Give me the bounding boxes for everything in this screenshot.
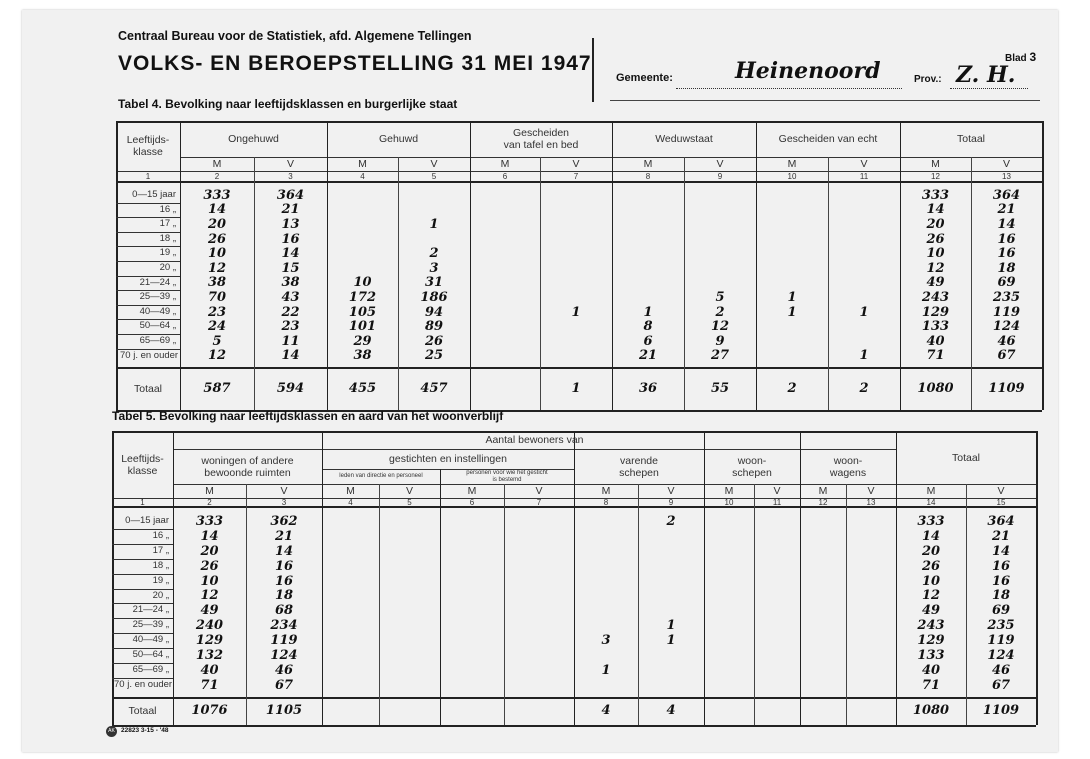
table5-mv-header: M (601, 485, 611, 497)
table5-subcol-line (754, 484, 755, 725)
table4-cell: 29 (353, 333, 372, 349)
table4-mv-header: M (931, 158, 940, 170)
table4-cell: 1 (787, 289, 797, 305)
table5-colnum: 7 (536, 497, 542, 507)
table5-cell: 18 (991, 588, 1011, 604)
table5-colnum: 2 (207, 497, 212, 507)
table4-cell: 40 (926, 333, 945, 349)
table5-cell: 46 (274, 662, 294, 678)
table5-cell: 10 (200, 573, 219, 589)
table4-age-label: 40—49 „ (139, 305, 176, 317)
table4-mv-header: M (500, 158, 510, 170)
table4-mv-header: M (787, 158, 797, 170)
table4-cell: 1 (429, 216, 439, 232)
table5-row-line (112, 633, 173, 634)
table5-cell: 133 (917, 648, 945, 664)
table4-age-label: 20 „ (159, 262, 176, 273)
table4-colnum: 11 (859, 171, 869, 181)
table4-cell: 38 (353, 348, 372, 364)
table4-cell: 38 (281, 275, 300, 291)
table4-cell: 16 (997, 246, 1016, 262)
table5-colnum: 11 (772, 497, 782, 507)
table4-colnum: 4 (360, 171, 365, 181)
table4-mv-header: M (643, 158, 653, 170)
table4-cell: 26 (424, 333, 444, 349)
table4-cell: 20 (926, 216, 945, 232)
table5-cell: 21 (274, 528, 294, 544)
table5-cell: 20 (921, 543, 941, 559)
table5-group-leden: leden van directie en personeel (339, 473, 423, 479)
table4-group-header: Gescheiden van tafel en bed (503, 127, 579, 151)
table4-mv-header: V (1002, 158, 1010, 170)
table4-cell: 38 (207, 275, 227, 291)
table5-total-cell: 4 (601, 703, 611, 719)
table5-age-label: 40—49 „ (132, 634, 169, 646)
prov-value: Z. H. (956, 62, 1016, 88)
table5-cell: 240 (195, 618, 224, 634)
table4-age-label: 17 „ (159, 218, 176, 230)
table5-cell: 129 (195, 633, 224, 649)
table5-mv-header: M (818, 485, 828, 497)
table4-cell: 21 (997, 202, 1016, 218)
table5-mv-header: V (997, 485, 1005, 497)
table5-row-line (112, 618, 173, 619)
table4-cell: 24 (207, 319, 227, 335)
table5-age-label: 18 „ (152, 559, 169, 571)
table4-total-cell: 1 (571, 381, 581, 397)
table4-cell: 364 (992, 187, 1021, 203)
table4-age-label: 16 „ (159, 203, 176, 215)
table4-cell: 364 (276, 187, 305, 203)
table4-age-label: 70 j. en ouder (120, 349, 179, 361)
table4-cell: 27 (710, 348, 730, 364)
table4-cell: 1 (859, 348, 869, 364)
table4-cell: 46 (997, 333, 1016, 349)
print-code: 22823 3-15 - '48 (121, 727, 169, 734)
table5-mv-header: V (667, 485, 675, 497)
table4-cell: 15 (281, 260, 300, 276)
table5-age-label: 0—15 jaar (125, 515, 169, 526)
table4-cell: 3 (429, 260, 439, 276)
table5-cell: 1 (601, 662, 611, 678)
table5-group-woonschepen: woon- schepen (732, 454, 772, 479)
table5-cell: 16 (991, 558, 1011, 574)
table4-age-label: 25—39 „ (139, 291, 176, 303)
table4-mv-header: V (716, 158, 724, 170)
table4-cell: 25 (424, 348, 444, 364)
table5-cell: 14 (200, 528, 219, 544)
table5-mv-header: V (405, 485, 413, 497)
table5-cell: 12 (921, 588, 941, 604)
table4-cell: 333 (203, 187, 231, 203)
table5-cell: 243 (917, 618, 945, 634)
table5-group-varende: varende schepen (619, 454, 659, 479)
table4-cell: 20 (207, 216, 227, 232)
table4-total-cell: 1080 (917, 381, 954, 397)
table4-cell: 1 (643, 304, 653, 320)
table5-cell: 124 (270, 648, 298, 664)
table4-age-label: 0—15 jaar (132, 189, 176, 200)
table4-cell: 101 (348, 319, 377, 335)
table4-age-label: 21—24 „ (139, 276, 176, 288)
table4-total-cell: 457 (420, 381, 448, 397)
table5-colnum: 6 (469, 497, 475, 507)
table5-cell: 14 (991, 543, 1011, 559)
bureau-heading: Centraal Bureau voor de Statistiek, afd. Algemene Tellingen (118, 29, 472, 43)
table4-cell: 10 (207, 246, 227, 262)
table4-cell: 43 (281, 289, 300, 305)
table5-mv-header: M (346, 485, 355, 497)
table4-total-cell: 2 (859, 381, 869, 397)
table4-cell: 21 (281, 202, 300, 218)
table5-cell: 16 (274, 558, 294, 574)
table5-group-woonwagens: woon- wagens (829, 454, 867, 479)
table4-cell: 2 (715, 304, 725, 320)
table5-row-line (112, 529, 173, 530)
table4-cell: 14 (997, 216, 1016, 232)
table5-colnum: 8 (603, 497, 609, 507)
table5-cell: 333 (195, 513, 224, 529)
table4-cell: 1 (571, 304, 581, 320)
table5-cell: 67 (991, 677, 1011, 693)
table5-title: Tabel 5. Bevolking naar leeftijdsklassen en aard van het woonverblijf (112, 409, 504, 423)
table4-cell: 9 (715, 333, 725, 349)
table4-cell: 14 (926, 202, 945, 218)
table4-cell: 12 (926, 260, 945, 276)
table4-age-label: 50—64 „ (139, 320, 176, 332)
table5-age-label: 19 „ (152, 574, 169, 586)
table5-group-woningen: woningen of andere bewoonde ruimten (201, 454, 294, 479)
table5-cell: 1 (666, 633, 676, 649)
table4-colnum: 10 (787, 171, 797, 181)
table5-cell: 14 (921, 528, 941, 544)
table4-cell: 69 (997, 275, 1016, 291)
table5-cell: 119 (270, 633, 298, 649)
table5-cell: 1 (666, 618, 676, 634)
printer-stamp-icon: AK (106, 726, 117, 737)
table4-cell: 22 (281, 304, 300, 320)
table5-mv-header: M (205, 485, 214, 497)
table5-cell: 67 (274, 677, 294, 693)
table5-row-line (112, 648, 173, 649)
table5-group-gestichten: gestichten en instellingen (389, 453, 507, 465)
table5-cell: 362 (270, 513, 298, 529)
table4-colnum: 9 (717, 171, 723, 181)
table5-subcol-line (379, 484, 380, 725)
table5-cell: 40 (200, 662, 219, 678)
table4-cell: 6 (643, 333, 653, 349)
table4-cell: 18 (997, 260, 1016, 276)
table5-colnum: 10 (724, 497, 734, 507)
table4-colnum: 6 (502, 171, 508, 181)
table5-bottom-border (112, 725, 1036, 727)
blad-label: Blad 3 (1005, 50, 1037, 64)
table5-cell: 234 (270, 618, 298, 634)
table4-cell: 70 (207, 289, 227, 305)
table5-colnum: 12 (818, 497, 828, 507)
table5-colnum: 5 (407, 497, 412, 507)
table4-cell: 10 (353, 275, 372, 291)
table4-cell: 31 (424, 275, 444, 291)
table4-mv-header: M (358, 158, 367, 170)
table5-total-cell: 4 (666, 703, 676, 719)
table4-colnum: 8 (645, 171, 651, 181)
table5-row-line (112, 559, 173, 560)
table4-cell: 11 (281, 333, 300, 349)
table5-age-label: 25—39 „ (132, 619, 169, 631)
table4-colnum: 3 (288, 171, 293, 181)
table4-total-label: Totaal (133, 382, 163, 395)
table5-col-line (1036, 431, 1038, 725)
table5-row-line (112, 544, 173, 545)
table4-cell: 89 (424, 319, 444, 335)
table5-cell: 10 (921, 573, 941, 589)
table5-cell: 26 (921, 558, 941, 574)
table4-cell: 133 (921, 319, 950, 335)
table5-group-personen: personen voor wie het gesticht is bestemd (466, 469, 548, 483)
table5-age-label: 20 „ (152, 589, 169, 601)
table5-age-label: 16 „ (152, 529, 169, 541)
table4-group-header: Weduwstaat (655, 133, 713, 145)
table4-title: Tabel 4. Bevolking naar leeftijdsklassen en burgerlijke staat (118, 97, 458, 111)
table5-colnum: 14 (926, 497, 936, 507)
table4-corner-label: Leeftijds- klasse (126, 134, 170, 158)
table4-group-header: Ongehuwd (228, 133, 279, 145)
table4-cell: 5 (715, 289, 725, 305)
table5-colnum: 13 (866, 497, 876, 507)
gemeente-value: Heinenoord (735, 58, 881, 84)
table4-cell: 26 (207, 231, 227, 247)
table5-mv-header: M (467, 485, 477, 497)
table5-mv-header: M (724, 485, 734, 497)
table4-cell: 21 (638, 348, 658, 364)
table4-colnum: 7 (573, 171, 579, 181)
table4-cell: 235 (992, 289, 1021, 305)
table4-cell: 94 (424, 304, 444, 320)
table5-cell: 364 (987, 513, 1015, 529)
table5-cell: 46 (991, 662, 1011, 678)
table5-cell: 235 (987, 618, 1015, 634)
table5-super-header: Aantal bewoners van (485, 434, 584, 446)
table4-total-cell: 1109 (988, 381, 1025, 397)
table5-total-cell: 1076 (191, 703, 228, 719)
table5-mv-header: V (535, 485, 543, 497)
table4-cell: 129 (921, 304, 950, 320)
table4-colnum: 2 (214, 171, 220, 181)
table4-cell: 71 (926, 348, 945, 364)
table4-cell: 14 (281, 348, 300, 364)
table5-cell: 40 (921, 662, 941, 678)
table4-total-cell: 36 (638, 381, 658, 397)
table5-total-cell: 1080 (912, 703, 950, 719)
table4-group-header: Gehuwd (378, 133, 419, 145)
table5-corner-label: Leeftijds- klasse (121, 452, 164, 477)
table5-colnum: 1 (140, 497, 145, 507)
table5-cell: 132 (195, 648, 224, 664)
table5-total-cell: 1105 (265, 703, 303, 719)
table4-mv-header: M (212, 158, 222, 170)
table5-mv-header: V (867, 485, 875, 497)
table5-colnum: 4 (348, 497, 353, 507)
table4-cell: 243 (921, 289, 950, 305)
table4-cell: 119 (992, 304, 1021, 320)
table4-cell: 26 (926, 231, 945, 247)
table5-total-cell: 1109 (982, 703, 1020, 719)
table4-age-label: 18 „ (159, 232, 176, 244)
table4-mv-header: V (430, 158, 438, 170)
table4-cell: 5 (212, 333, 222, 349)
table5-cell: 12 (200, 588, 219, 604)
table4-cell: 12 (207, 260, 227, 276)
table5-cell: 14 (274, 543, 294, 559)
table5-cell: 333 (917, 513, 945, 529)
table5-colnum: 3 (281, 497, 287, 507)
table5-cell: 68 (274, 603, 294, 619)
table5-row-line (112, 678, 173, 679)
table4-cell: 23 (281, 319, 300, 335)
table4-cell: 16 (997, 231, 1016, 247)
table5-mv-header: V (280, 485, 288, 497)
table5-subcol-line (846, 484, 847, 725)
table4-cell: 124 (992, 319, 1021, 335)
table5-cell: 49 (200, 603, 219, 619)
table5-cell: 71 (921, 677, 941, 693)
table5-cell: 71 (200, 677, 219, 693)
table5-cell: 26 (200, 558, 219, 574)
table5-cell: 69 (991, 603, 1011, 619)
table5-cell: 119 (987, 633, 1015, 649)
table4-total-cell: 455 (348, 381, 377, 397)
table4-mv-header: V (572, 158, 580, 170)
table4-mv-header: V (860, 158, 868, 170)
table5-colnum: 15 (996, 497, 1006, 507)
table5-row-line (112, 574, 173, 575)
table4-cell: 186 (420, 289, 448, 305)
table5-age-label: 21—24 „ (132, 604, 169, 616)
table5-cell: 3 (601, 633, 611, 649)
table5-cell: 2 (666, 513, 676, 529)
table4-colnum: 13 (1002, 171, 1011, 181)
table4-total-cell: 587 (203, 381, 231, 397)
table4-cell: 23 (207, 304, 227, 320)
table4-cell: 14 (281, 246, 300, 262)
table5-group-totaal: Totaal (951, 451, 981, 464)
table5-subcol-line (504, 484, 505, 725)
table5-cell: 21 (991, 528, 1011, 544)
table5-row-line (112, 603, 173, 604)
table4-cell: 14 (207, 202, 227, 218)
table5-cell: 49 (921, 603, 941, 619)
table4-cell: 1 (787, 304, 797, 320)
table5-age-label: 17 „ (152, 544, 169, 556)
table4-total-cell: 2 (787, 381, 797, 397)
table5-mv-header: M (926, 485, 936, 497)
table4-cell: 105 (348, 304, 377, 320)
table4-cell: 333 (921, 187, 950, 203)
table4-colnum: 1 (145, 171, 151, 181)
table5-age-label: 65—69 „ (132, 664, 169, 675)
gemeente-label: Gemeente: (616, 72, 673, 84)
table4-total-cell: 594 (276, 381, 305, 397)
table4-cell: 49 (926, 275, 945, 291)
prov-label: Prov.: (914, 74, 942, 85)
table4-group-header: Gescheiden van echt (778, 133, 878, 145)
table4-cell: 2 (429, 246, 439, 262)
table5-cell: 18 (274, 588, 294, 604)
table4-cell: 172 (348, 289, 377, 305)
table5-row-line (112, 589, 173, 590)
table4-mv-header: V (286, 158, 294, 170)
table4-cell: 16 (281, 231, 300, 247)
table5-total-label: Totaal (128, 704, 157, 717)
table4-cell: 12 (207, 348, 227, 364)
table5-age-label: 70 j. en ouder (114, 678, 173, 690)
table4-cell: 13 (281, 216, 300, 232)
table5-cell: 129 (917, 633, 945, 649)
table4-cell: 67 (997, 348, 1016, 364)
table4-colnum: 12 (931, 171, 940, 181)
table4-group-header: Totaal (956, 133, 986, 145)
table5-row-line (112, 663, 173, 664)
table4-cell: 8 (643, 319, 653, 335)
table4-cell: 1 (859, 304, 869, 320)
table4-age-label: 19 „ (159, 247, 176, 259)
table5-cell: 16 (991, 573, 1011, 589)
form-title: VOLKS- EN BEROEPSTELLING 31 MEI 1947 (118, 52, 592, 75)
table5-col-line (440, 469, 441, 725)
table4-total-cell: 55 (710, 381, 730, 397)
table4-cell: 10 (926, 246, 945, 262)
table5-mv-header: V (773, 485, 781, 497)
table4-colnum: 5 (431, 171, 437, 181)
table5-cell: 20 (200, 543, 219, 559)
table4-age-label: 65—69 „ (139, 335, 176, 346)
table4-cell: 12 (710, 319, 730, 335)
table5-age-label: 50—64 „ (132, 649, 169, 661)
table5-colnum: 9 (668, 497, 674, 507)
table5-cell: 124 (987, 648, 1015, 664)
table5-cell: 16 (274, 573, 294, 589)
